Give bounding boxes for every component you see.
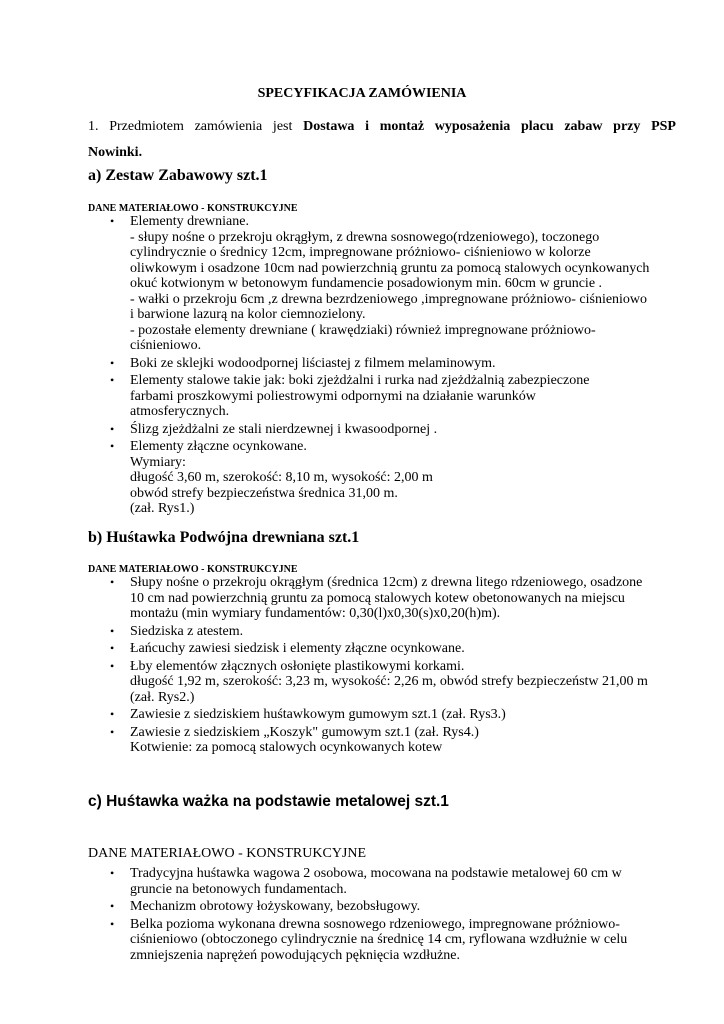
list-item xyxy=(88,422,678,438)
list-item-line: - wałki o przekroju 6cm ,z drewna bezrdzeniowego ,impregnowane próżniowo- ciśnieniowo xyxy=(130,291,648,307)
list-item-line: atmosferycznych. xyxy=(130,404,230,419)
document-title: SPECYFIKACJA ZAMÓWIENIA xyxy=(257,86,467,101)
bullet-icon: • xyxy=(110,373,115,387)
list-item-line: długość 3,60 m, szerokość: 8,10 m, wysokość: 2,00 m xyxy=(130,470,433,485)
intro-subject: Dostawa i montaż wyposażenia placu zabaw przy PSP xyxy=(303,119,676,134)
intro-line-1 xyxy=(88,114,676,140)
bullet-icon: • xyxy=(110,623,115,638)
bullet-icon: • xyxy=(110,658,115,673)
bullet-icon: • xyxy=(110,707,115,721)
list-item-line: montażu (min wymiary fundamentów: 0,30(l)x0,30(s)x0,20(h)m). xyxy=(130,606,501,621)
list-item-line: - pozostałe elementy drewniane ( krawędziaki) również impregnowane próżniowo- xyxy=(130,322,596,338)
section-b-dane-label: DANE MATERIAŁOWO - KONSTRUKCYJNE xyxy=(88,564,298,575)
list-item xyxy=(88,866,678,897)
list-item xyxy=(88,899,678,915)
bullet-icon: • xyxy=(110,899,115,913)
list-item-line: Słupy nośne o przekroju okrągłym (średnica 12cm) z drewna litego rdzeniowego, osadzone xyxy=(130,575,643,590)
bullet-icon: • xyxy=(110,575,115,589)
list-item xyxy=(88,373,678,420)
list-item xyxy=(88,356,678,372)
list-item-line: ciśnieniowo. xyxy=(130,338,202,353)
list-item-line: Kotwienie: za pomocą stalowych ocynkowanych kotew xyxy=(130,740,443,755)
list-item-line: Ślizg zjeżdżalni ze stali nierdzewnej i kwasoodpornej . xyxy=(130,421,438,437)
list-item-line: okuć kotwionym w betonowym fundamencie posadowionym min. 60cm w gruncie . xyxy=(130,276,603,291)
intro-line-2: Nowinki. xyxy=(88,145,143,160)
list-item xyxy=(88,659,678,706)
list-item-line: gruncie na betonowych fundamentach. xyxy=(130,881,347,897)
bullet-icon: • xyxy=(110,439,115,453)
list-item-line: Zawiesie z siedziskiem „Koszyk" gumowym szt.1 (zał. Rys4.) xyxy=(130,724,479,740)
section-a-dane-label: DANE MATERIAŁOWO - KONSTRUKCYJNE xyxy=(88,203,298,214)
list-item-line: Mechanizm obrotowy łożyskowany, bezobsługowy. xyxy=(130,899,421,914)
list-item-line: - słupy nośne o przekroju okrągłym, z drewna sosnowego(rdzeniowego), toczonego xyxy=(130,229,600,245)
intro-prefix: 1. Przedmiotem zamówienia jest xyxy=(88,119,304,134)
section-a-heading: a) Zestaw Zabawowy szt.1 xyxy=(88,167,268,184)
list-item-line: Łby elementów złącznych osłonięte plastikowymi korkami. xyxy=(130,658,465,674)
list-item-line: i barwione lazurą na kolor ciemnozielony. xyxy=(130,307,366,322)
bullet-icon: • xyxy=(110,916,115,931)
list-item xyxy=(88,575,678,622)
list-item-line: Łańcuchy zawiesi siedzisk i elementy złączne ocynkowane. xyxy=(130,641,465,656)
bullet-icon: • xyxy=(110,866,115,880)
list-item xyxy=(88,641,678,657)
list-item-line: ciśnieniowo (obtoczonego cylindrycznie na średnicę 14 cm, ryflowana wzdłużnie w celu xyxy=(130,932,628,947)
list-item-line: Tradycyjna huśtawka wagowa 2 osobowa, mocowana na podstawie metalowej 60 cm w xyxy=(130,866,622,881)
list-item xyxy=(88,214,678,354)
bullet-icon: • xyxy=(110,421,115,436)
list-item-line: (zał. Rys1.) xyxy=(130,501,195,516)
list-item-line: obwód strefy bezpieczeństwa średnica 31,00 m. xyxy=(130,485,398,501)
list-item-line: Elementy drewniane. xyxy=(130,214,249,229)
list-item xyxy=(88,439,678,517)
list-item-line: Zawiesie z siedziskiem huśtawkowym gumowym szt.1 (zał. Rys3.) xyxy=(130,707,506,722)
list-item-line: oliwkowym i osadzone 10cm nad powierzchnią gruntu za pomocą stalowych ocynkowanych xyxy=(130,260,650,276)
section-b-heading: b) Huśtawka Podwójna drewniana szt.1 xyxy=(88,529,360,546)
list-item-line: Elementy stalowe takie jak: boki zjeżdżalni i rurka nad zjeżdżalnią zabezpieczone xyxy=(130,373,590,388)
bullet-icon: • xyxy=(110,641,115,655)
list-item-line: Siedziska z atestem. xyxy=(130,623,244,639)
bullet-icon: • xyxy=(110,724,115,739)
list-item xyxy=(88,725,678,756)
list-item-line: zmniejszenia naprężeń powodujących pęknięcia wzdłużne. xyxy=(130,947,461,963)
section-b-list xyxy=(88,575,678,756)
bullet-icon: • xyxy=(110,355,115,370)
list-item-line: cylindrycznie o średnicy 12cm, impregnowane próżniowo- ciśnieniowo w kolorze xyxy=(130,245,591,260)
bullet-icon: • xyxy=(110,214,115,228)
list-item xyxy=(88,707,678,723)
section-a-list xyxy=(88,214,678,517)
list-item-line: Elementy złączne ocynkowane. xyxy=(130,439,307,454)
list-item-line: farbami proszkowymi poliestrowymi odpornymi na działanie warunków xyxy=(130,388,536,404)
list-item xyxy=(88,917,678,964)
list-item-line: Wymiary: xyxy=(130,454,186,470)
list-item xyxy=(88,624,678,640)
list-item-line: Belka pozioma wykonana drewna sosnowego rdzeniowego, impregnowane próżniowo- xyxy=(130,916,620,932)
list-item-line: (zał. Rys2.) xyxy=(130,689,195,705)
section-c-list xyxy=(88,866,678,963)
section-c-dane-label: DANE MATERIAŁOWO - KONSTRUKCYJNE xyxy=(88,846,367,861)
list-item-line: Boki ze sklejki wodoodpornej liściastej z filmem melaminowym. xyxy=(130,355,496,371)
list-item-line: długość 1,92 m, szerokość: 3,23 m, wysokość: 2,26 m, obwód strefy bezpieczeństw 21,00 m xyxy=(130,674,648,689)
list-item-line: 10 cm nad powierzchnią gruntu za pomocą stalowych kotew obetonowanych na miejscu xyxy=(130,590,625,606)
section-c-heading: c) Huśtawka ważka na podstawie metalowej szt.1 xyxy=(88,793,449,810)
